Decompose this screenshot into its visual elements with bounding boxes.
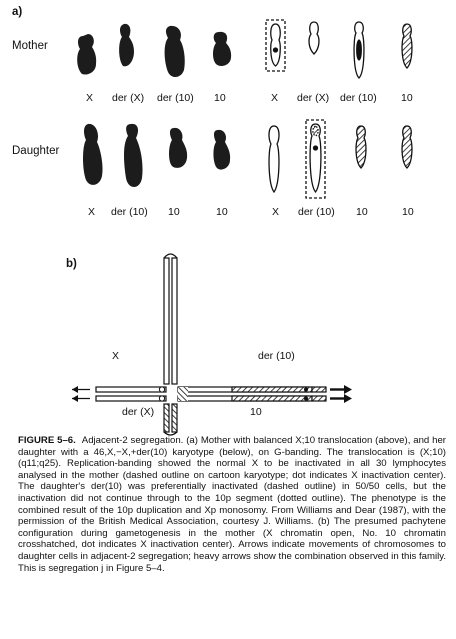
daughter-cartoon-label-1: X <box>272 206 280 218</box>
daughter-photo-label-4: 10 <box>216 206 228 218</box>
daughter-cartoon-label-4: 10 <box>402 206 414 218</box>
mother-photo-10 <box>213 32 231 66</box>
caption-text: Adjacent-2 segregation. (a) Mother with balanced X;10 translocation (above), and her daughter with a 46,X,−X,+der(10) karyotype (below), on G-banding. The translocation is (X;10)(q11;q25). Replication-banding showed the normal X to be inactivated in all 30 lymphocytes analysed in the mother (dashed outline on cartoon karyotype; dot indicates X inactivation center). The daughter's der(10) was preferentially inactivated (dashed outline) in 50/50 cells, but the inactivation did not continue through to the 10p segment (dotted outline). The phenotype is the combined result of the 10p duplication and Xp monosomy. From Williams and Dear (1987), with the permission of the British Medical Association, courtesy J. Williams. (b) The presumed pachytene configuration during gametogenesis in the mother (X chromatin open, No. 10 chromatin crosshatched, dot indicates X inactivation center). Arrows indicate movements of chromosomes to daughter cells in adjacent-2 segregation; heavy arrows show the combination observed in this family. This is segregation j in Figure 5–4. <box>18 435 446 574</box>
figure-number: FIGURE 5–6. <box>18 435 76 446</box>
diagram-label-10: 10 <box>250 406 262 418</box>
mother-photo-label-2: der (X) <box>112 92 145 104</box>
figure-caption <box>18 435 446 574</box>
daughter-photo-x <box>83 124 103 185</box>
daughter-photo-10a <box>169 128 187 168</box>
daughter-photo-chromosomes <box>83 124 230 187</box>
x-inactivation-center-dot <box>274 48 278 52</box>
daughter-photo-label-3: 10 <box>168 206 180 218</box>
mother-cartoon-label-4: 10 <box>401 92 413 104</box>
daughter-photo-label-2: der (10) <box>111 206 148 218</box>
daughter-cartoon-label-2: der (10) <box>298 206 335 218</box>
mother-photo-der10 <box>165 26 185 77</box>
pachytene-diagram <box>72 254 352 435</box>
mother-photo-derx <box>119 24 134 66</box>
mother-cartoon-label-3: der (10) <box>340 92 377 104</box>
mother-cartoon-chromosomes <box>266 20 412 78</box>
panel-a-label: a) <box>12 6 23 18</box>
daughter-cartoon-chromosomes <box>269 120 412 198</box>
daughter-photo-10b <box>213 130 230 170</box>
diagram-label-derx: der (X) <box>122 406 155 418</box>
daughter-row-label: Daughter <box>12 145 60 157</box>
daughter-cartoon-label-3: 10 <box>356 206 368 218</box>
panel-b-label: b) <box>66 258 77 270</box>
mother-photo-chromosomes <box>77 24 231 77</box>
mother-photo-label-1: X <box>86 92 94 104</box>
diagram-label-der10: der (10) <box>258 350 295 362</box>
mother-row-label: Mother <box>12 40 48 52</box>
daughter-photo-der10 <box>124 124 143 187</box>
mother-cartoon-label-1: X <box>271 92 279 104</box>
mother-photo-label-4: 10 <box>214 92 226 104</box>
mother-cartoon-label-2: der (X) <box>297 92 330 104</box>
daughter-photo-label-1: X <box>88 206 96 218</box>
diagram-label-x: X <box>112 350 120 362</box>
mother-photo-x <box>77 34 96 75</box>
mother-photo-label-3: der (10) <box>157 92 194 104</box>
